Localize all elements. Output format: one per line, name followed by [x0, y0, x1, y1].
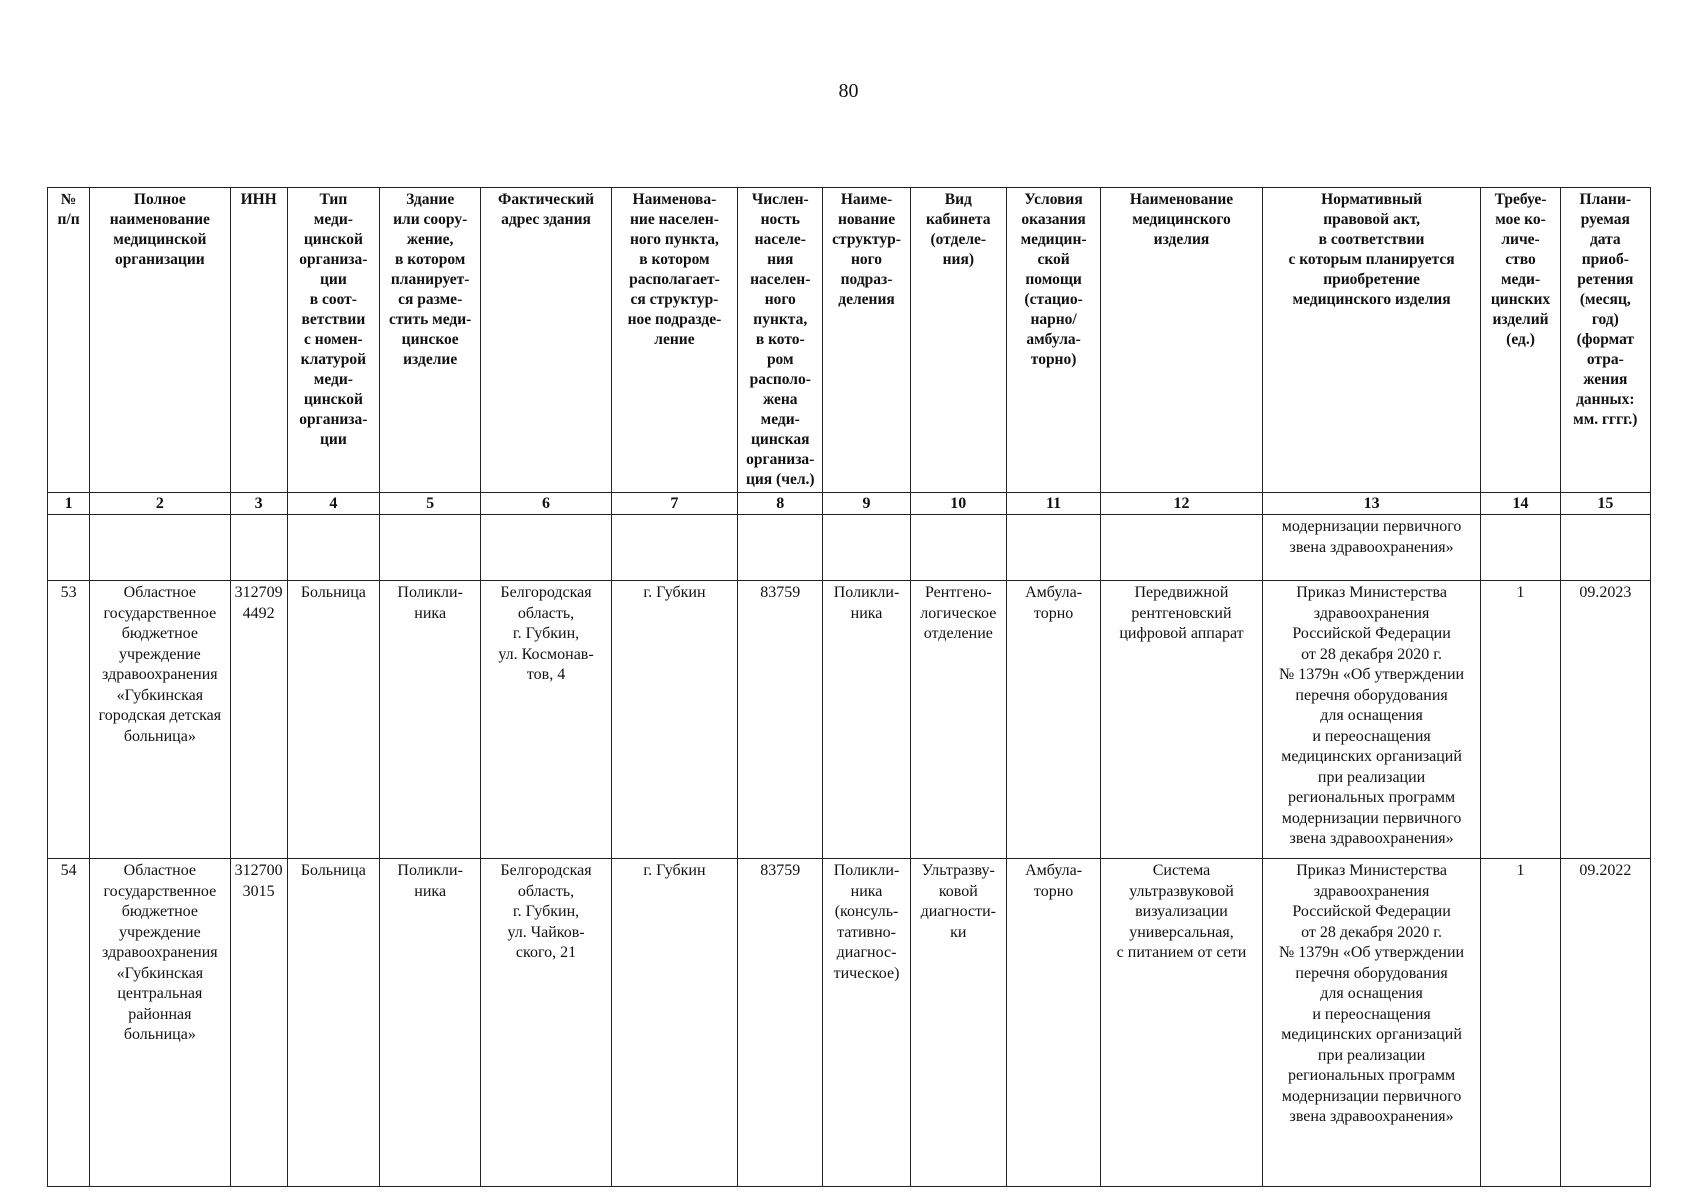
act-cell: Приказ Министерства здравоохранения Российской Федерации от 28 декабря 2020 г. № 1379н «Об утверждении перечня оборудования для оснащения и переоснащения медицинских организаций при реализации региональных программ модернизации первичного звена здравоохранения»: [1262, 859, 1481, 1187]
column-number: 14: [1481, 493, 1560, 515]
address-cell: Белгородская область, г. Губкин, ул. Космонав- тов, 4: [481, 581, 611, 859]
header-cell: Нормативный правовой акт, в соответствии с которым планируется приобретение медицинского изделия: [1262, 188, 1481, 493]
column-number: 12: [1101, 493, 1263, 515]
column-number: 4: [287, 493, 379, 515]
column-number: 5: [380, 493, 481, 515]
header-cell: Условия оказания медицин- ской помощи (стацио- нарно/ амбула- торно): [1006, 188, 1100, 493]
empty-cell: [48, 515, 90, 581]
act-cell: Приказ Министерства здравоохранения Российской Федерации от 28 декабря 2020 г. № 1379н «Об утверждении перечня оборудования для оснащения и переоснащения медицинских организаций при реализации региональных программ модернизации первичного звена здравоохранения»: [1262, 581, 1481, 859]
inn-cell: 312700 3015: [230, 859, 287, 1187]
header-cell: Полное наименование медицинской организации: [90, 188, 230, 493]
organization-name: Областное государственное бюджетное учреждение здравоохранения «Губкинская центральная районная больница»: [90, 859, 230, 1187]
empty-cell: [1006, 515, 1100, 581]
column-number: 7: [611, 493, 737, 515]
inn-cell: 312709 4492: [230, 581, 287, 859]
empty-cell: [1560, 515, 1650, 581]
header-cell: Плани- руемая дата приоб- ретения (месяц, год) (формат отра- жения данных: мм. гггг.): [1560, 188, 1650, 493]
empty-cell: [481, 515, 611, 581]
column-number: 2: [90, 493, 230, 515]
cabinet-cell: Ультразву- ковой диагности- ки: [910, 859, 1006, 1187]
empty-cell: [90, 515, 230, 581]
column-number: 6: [481, 493, 611, 515]
empty-cell: [738, 515, 823, 581]
continuation-act-text: модернизации первичного звена здравоохранения»: [1262, 515, 1481, 581]
row-number: 53: [48, 581, 90, 859]
header-cell: Тип меди- цинской организа- ции в соот- ветствии с номен- клатурой меди- цинской организа- ции: [287, 188, 379, 493]
column-number: 9: [823, 493, 910, 515]
device-cell: Система ультразвуковой визуализации универсальная, с питанием от сети: [1101, 859, 1263, 1187]
row-number: 54: [48, 859, 90, 1187]
column-number: 11: [1006, 493, 1100, 515]
page-number: 80: [838, 80, 859, 102]
column-number: 13: [1262, 493, 1481, 515]
header-cell: Вид кабинета (отделе- ния): [910, 188, 1006, 493]
empty-cell: [230, 515, 287, 581]
continuation-row: [48, 515, 1651, 581]
header-cell: Здание или соору- жение, в котором планирует- ся разме- стить меди- цинское изделие: [380, 188, 481, 493]
locality-cell: г. Губкин: [611, 859, 737, 1187]
org-type-cell: Больница: [287, 581, 379, 859]
column-number: 1: [48, 493, 90, 515]
header-cell: Числен- ность населе- ния населен- ного пункта, в кото- ром располо- жена меди- цинская организа- ция (чел.): [738, 188, 823, 493]
locality-cell: г. Губкин: [611, 581, 737, 859]
empty-cell: [1481, 515, 1560, 581]
population-cell: 83759: [738, 859, 823, 1187]
unit-cell: Поликли- ника (консуль- тативно- диагнос- тическое): [823, 859, 910, 1187]
unit-cell: Поликли- ника: [823, 581, 910, 859]
table-header-row: [48, 188, 1651, 493]
header-cell: Наименова- ние населен- ного пункта, в котором располагает- ся структур- ное подразде- ление: [611, 188, 737, 493]
column-number-row: [48, 493, 1651, 515]
conditions-cell: Амбула- торно: [1006, 859, 1100, 1187]
conditions-cell: Амбула- торно: [1006, 581, 1100, 859]
empty-cell: [1101, 515, 1263, 581]
header-cell: Наименование медицинского изделия: [1101, 188, 1263, 493]
equipment-table: [47, 187, 1651, 1187]
org-type-cell: Больница: [287, 859, 379, 1187]
header-cell: Наиме- нование структур- ного подраз- деления: [823, 188, 910, 493]
empty-cell: [287, 515, 379, 581]
header-cell: ИНН: [230, 188, 287, 493]
date-cell: 09.2022: [1560, 859, 1650, 1187]
table-row: [48, 581, 1651, 859]
date-cell: 09.2023: [1560, 581, 1650, 859]
empty-cell: [823, 515, 910, 581]
quantity-cell: 1: [1481, 859, 1560, 1187]
header-cell: Требуе- мое ко- личе- ство меди- цинских изделий (ед.): [1481, 188, 1560, 493]
column-number: 15: [1560, 493, 1650, 515]
column-number: 10: [910, 493, 1006, 515]
population-cell: 83759: [738, 581, 823, 859]
building-cell: Поликли- ника: [380, 581, 481, 859]
address-cell: Белгородская область, г. Губкин, ул. Чайков- ского, 21: [481, 859, 611, 1187]
empty-cell: [611, 515, 737, 581]
header-cell: № п/п: [48, 188, 90, 493]
column-number: 8: [738, 493, 823, 515]
table-row: [48, 859, 1651, 1187]
organization-name: Областное государственное бюджетное учреждение здравоохранения «Губкинская городская детская больница»: [90, 581, 230, 859]
column-number: 3: [230, 493, 287, 515]
building-cell: Поликли- ника: [380, 859, 481, 1187]
empty-cell: [910, 515, 1006, 581]
empty-cell: [380, 515, 481, 581]
device-cell: Передвижной рентгеновский цифровой аппарат: [1101, 581, 1263, 859]
header-cell: Фактический адрес здания: [481, 188, 611, 493]
quantity-cell: 1: [1481, 581, 1560, 859]
cabinet-cell: Рентгено- логическое отделение: [910, 581, 1006, 859]
